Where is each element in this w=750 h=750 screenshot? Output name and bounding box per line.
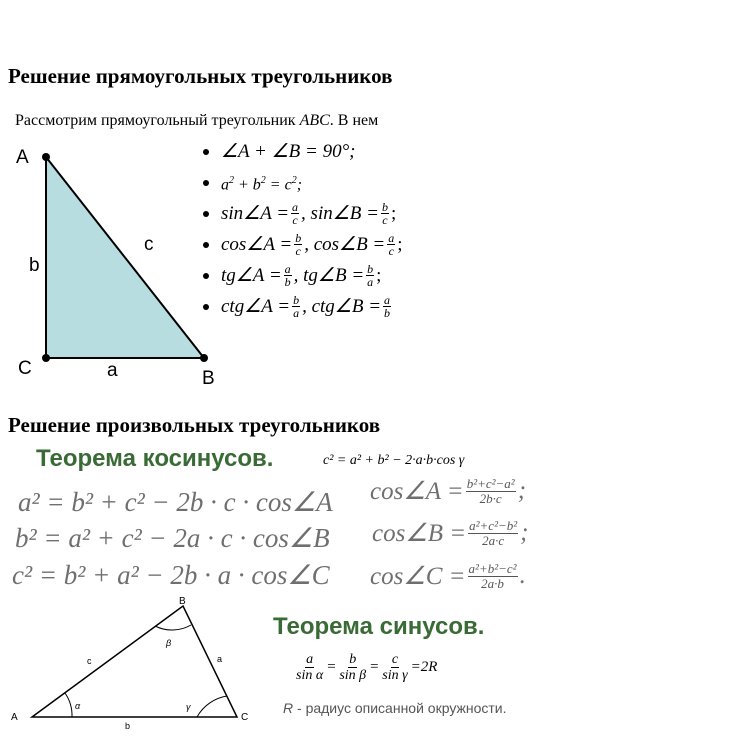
label-alpha: α — [75, 701, 81, 711]
bullet-icon — [203, 211, 209, 217]
law-of-cosines-b: b² = a² + c² − 2a · c · cos∠B — [15, 523, 330, 553]
label-side-c: c — [144, 234, 154, 255]
angle-gamma-arc — [197, 696, 227, 717]
angle-beta-arc — [155, 625, 191, 630]
cosine-theorem-short: c² = a² + b² − 2·a·b·cos γ — [323, 453, 465, 468]
right-triangle-formulas — [203, 136, 403, 322]
label-vertex-c: C — [18, 358, 32, 379]
intro-text: Рассмотрим прямоугольный треугольник ABC. В нем — [15, 112, 379, 129]
law-of-sines-formula: $\frac{a}{\text{sin α}}$ = $\frac{b}{\text{sin β}}$ = $\frac{c}{\text{sin γ}}$ =2R — [296, 652, 438, 683]
label-vertex-c2: C — [241, 712, 249, 723]
label-gamma: γ — [186, 702, 191, 712]
section2-title: Решение произвольных треугольников — [8, 413, 381, 437]
cos-b-formula: cos∠B = $\frac{\text{a²+c²−b²}}{2a\cdot c}$ ; — [372, 517, 529, 548]
right-triangle-figure — [10, 140, 220, 390]
bullet-icon — [203, 242, 209, 248]
radius-note: R - радиус описанной окружности. — [283, 700, 507, 716]
general-triangle-shape — [32, 606, 237, 717]
label-vertex-b2: B — [179, 596, 186, 607]
vertex-c-dot — [42, 354, 50, 362]
formula-angle-sum: ∠A + ∠B = 90°; — [203, 136, 403, 167]
label-side-a2: a — [217, 654, 223, 664]
cos-a-formula: cos∠A = $\frac{\text{b²+c²−a²}}{2b\cdot c}$ ; — [370, 475, 527, 506]
bullet-icon — [203, 180, 209, 186]
bullet-icon — [203, 304, 209, 310]
vertex-b-dot — [200, 354, 208, 362]
formula-pythagoras: $a^2 + b^2 = c^2$; — [203, 167, 403, 198]
label-side-b: b — [29, 255, 40, 276]
formula-cotangent: ctg∠A = $\frac{b}{a}$ , ctg∠B = $\frac{a}{b}$ — [203, 291, 403, 322]
cos-c-formula: cos∠C = $\frac{\text{a²+b²−c²}}{2a\cdot b}$ . — [370, 560, 526, 591]
label-side-b2: b — [125, 721, 131, 731]
bullet-icon — [203, 273, 209, 279]
label-vertex-a2: A — [11, 712, 18, 723]
bullet-icon — [203, 149, 209, 155]
vertex-a-dot — [42, 153, 50, 161]
angle-alpha-arc — [65, 693, 72, 717]
label-beta: β — [166, 638, 172, 648]
label-vertex-b: B — [202, 368, 215, 389]
formula-tangent: tg∠A = $\frac{a}{b}$ , tg∠B = $\frac{b}{a}$ ; — [203, 260, 403, 291]
general-triangle-figure — [5, 592, 260, 732]
law-of-cosines-c: c² = b² + a² − 2b · a · cos∠C — [12, 560, 330, 590]
label-side-c2: c — [87, 656, 92, 666]
cosine-theorem-heading: Теорема косинусов. — [36, 445, 274, 472]
section1-title: Решение прямоугольных треугольников — [8, 64, 393, 88]
formula-sine: sin∠A = $\frac{a}{c}$ , sin∠B = $\frac{b}{c}$ ; — [203, 198, 403, 229]
law-of-cosines-a: a² = b² + c² − 2b · c · cos∠A — [18, 487, 333, 517]
sine-theorem-heading: Теорема синусов. — [273, 613, 485, 640]
label-side-a: a — [107, 360, 118, 381]
formula-cosine: cos∠A = $\frac{b}{c}$ , cos∠B = $\frac{a}{c}$ ; — [203, 229, 403, 260]
label-vertex-a: A — [16, 147, 29, 168]
right-triangle-shape — [46, 157, 204, 358]
